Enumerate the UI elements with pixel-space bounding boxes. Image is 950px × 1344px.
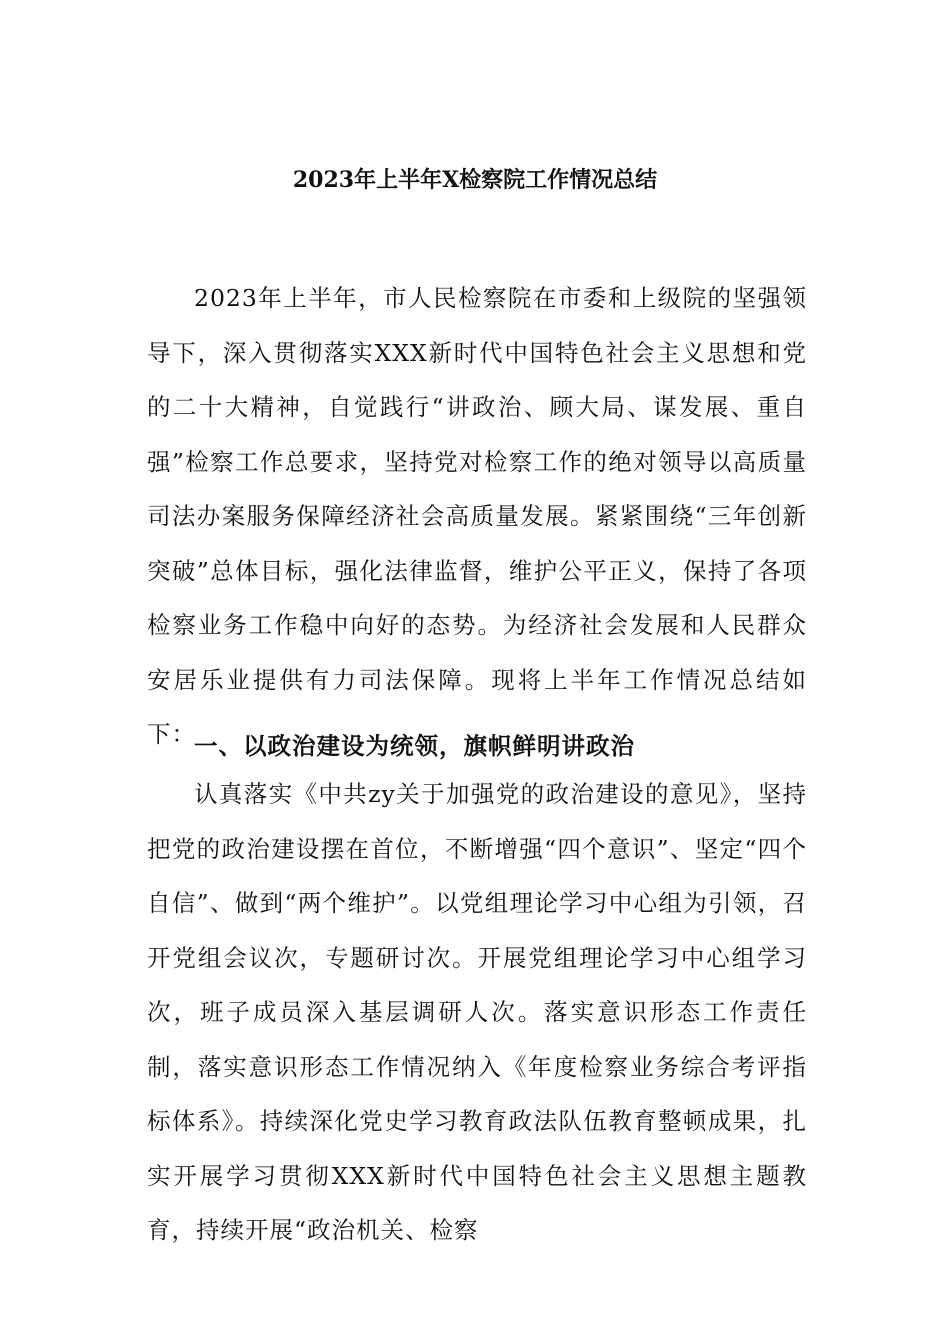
document-title: 2023年上半年X检察院工作情况总结 xyxy=(292,167,658,193)
section-heading: 一、以政治建设为统领，旗帜鲜明讲政治 xyxy=(194,732,635,760)
intro-paragraph: 2023年上半年，市人民检察院在市委和上级院的坚强领导下，深入贯彻落实XXX新时代中国特色社会主义思想和党的二十大精神，自觉践行“讲政治、顾大局、谋发展、重自强”检察工作总要求，坚持党对检察工作的绝对领导以高质量司法办案服务保障经济社会高质量发展。紧紧围绕“三年创新突破”总体目标，强化法律监督，维护公平正义，保持了各项检察业务工作稳中向好的态势。为经济社会发展和人民群众安居乐业提供有力司法保障。现将上半年工作情况总结如下： xyxy=(147,284,807,748)
section-paragraph: 认真落实《中共zy关于加强党的政治建设的意见》，坚持把党的政治建设摆在首位，不断增强“四个意识”、坚定“四个自信”、做到“两个维护”。以党组理论学习中心组为引领，召开党组会议次，专题研讨次。开展党组理论学习中心组学习次，班子成员深入基层调研人次。落实意识形态工作责任制，落实意识形态工作情况纳入《年度检察业务综合考评指标体系》。持续深化党史学习教育政法队伍教育整顿成果，扎实开展学习贯彻XXX新时代中国特色社会主义思想主题教育，持续开展“政治机关、检察 xyxy=(147,780,807,1244)
